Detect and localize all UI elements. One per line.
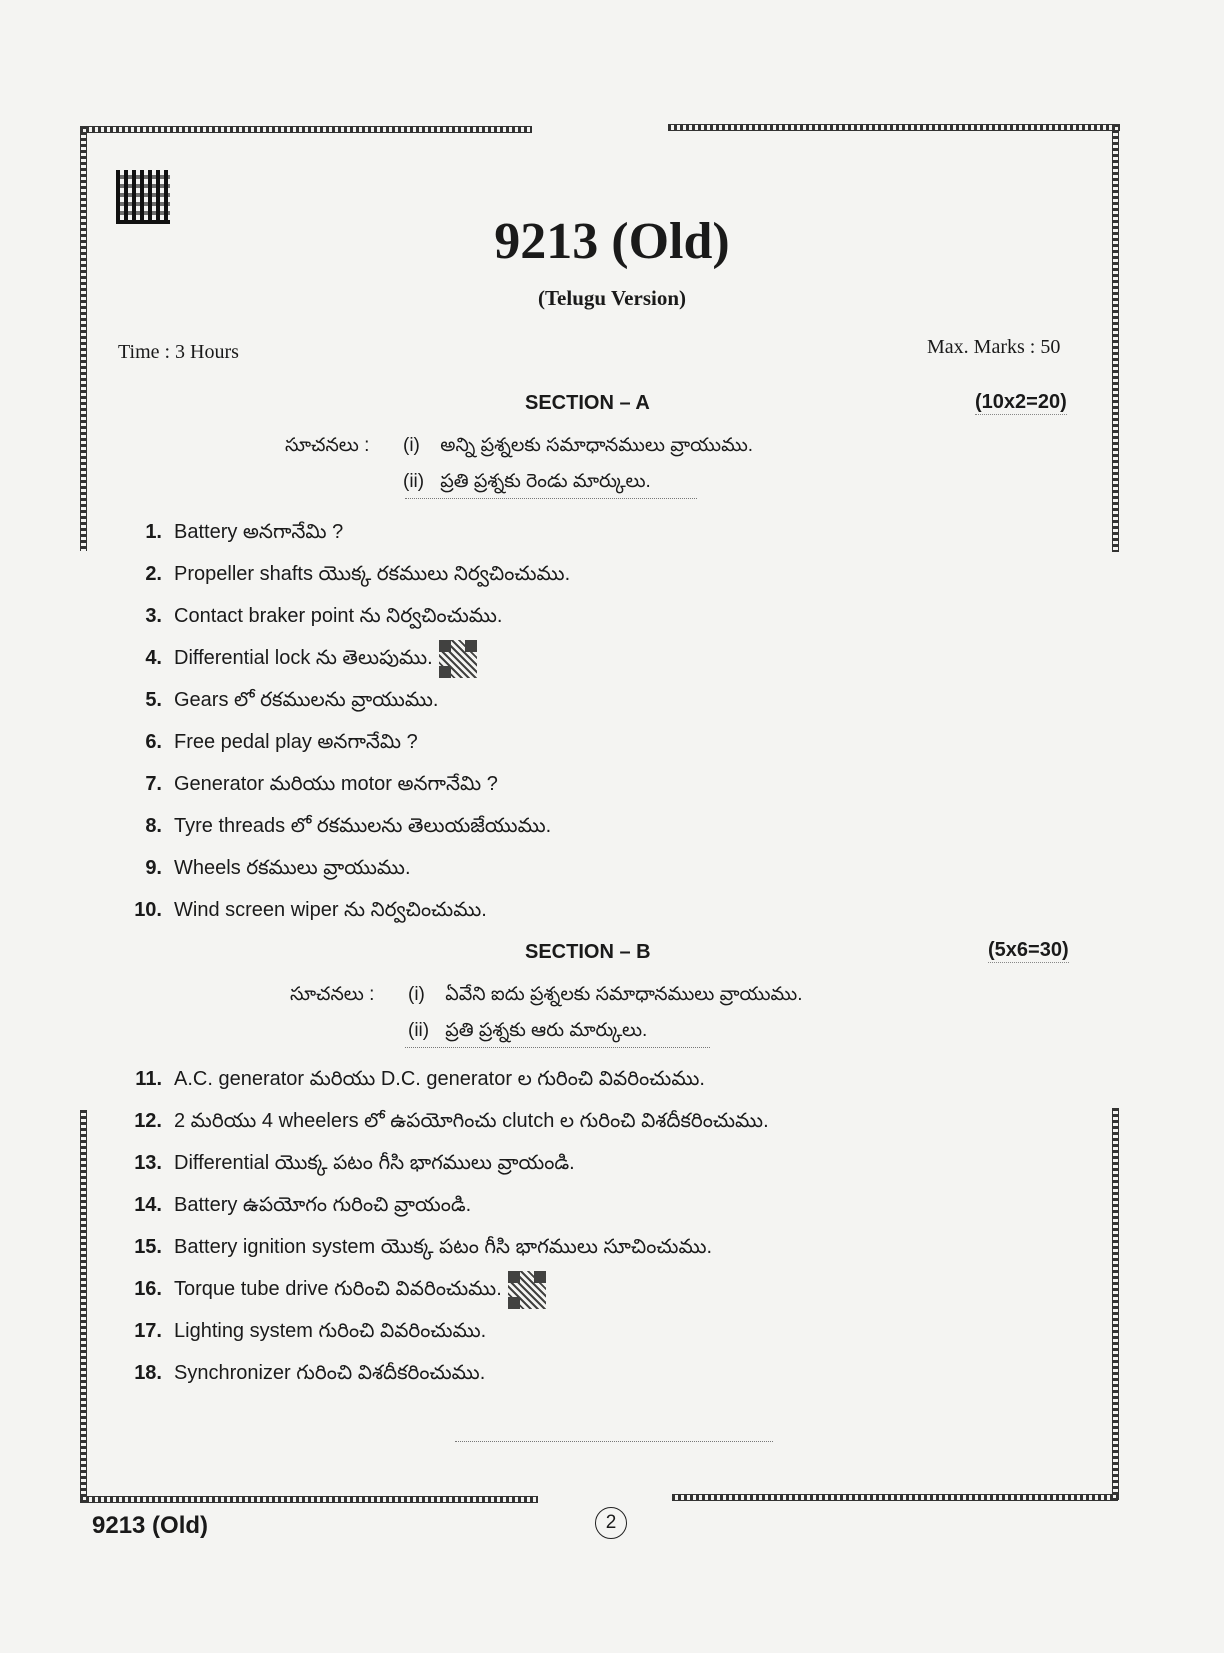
question-text: Free pedal play అనగానేమి ? [174,731,418,753]
section-a-marks: (10x2=20) [975,391,1067,413]
question-text: Battery అనగానేమి ? [174,521,344,543]
question-number: 15. [134,1236,162,1258]
max-marks: Max. Marks : 50 [927,336,1061,358]
question-item [118,889,570,931]
question-text: Torque tube drive గురించి వివరించుము. [174,1278,502,1300]
instruction-row [290,1013,803,1049]
question-text: Battery ఉపయోగం గురించి వ్రాయండి. [174,1194,472,1216]
question-item [118,511,570,553]
instructions-label: సూచనలు : [290,984,375,1005]
instructions-label: సూచనలు : [285,435,370,456]
top-border-right [668,124,1120,131]
question-item [118,553,570,595]
question-text: Lighting system గురించి వివరించుము. [174,1320,487,1342]
bottom-border-right [672,1494,1118,1501]
section-b-divider [405,1047,710,1048]
question-number: 1. [145,521,162,543]
instruction-text: ప్రతి ప్రశ్నకు రెండు మార్కులు. [440,471,651,492]
question-number: 11. [135,1068,162,1090]
question-item [118,1142,769,1184]
left-border-top [80,126,87,551]
question-number: 5. [145,689,162,711]
question-item [118,1226,769,1268]
question-number: 7. [145,773,162,795]
section-a-instructions [285,428,753,500]
question-text: 2 మరియు 4 wheelers లో ఉపయోగించు clutch ల గురించి విశదీకరించుము. [174,1110,769,1132]
question-number: 8. [145,815,162,837]
instruction-row [285,428,753,464]
qr-code-icon [439,640,477,678]
question-text: A.C. generator మరియు D.C. generator ల గురించి వివరించుము. [174,1068,705,1090]
section-b-instructions [290,977,803,1049]
left-border-bottom [80,1110,87,1502]
question-number: 18. [134,1362,162,1384]
question-number: 2. [145,563,162,585]
section-a-heading: SECTION – A [525,392,650,414]
question-number: 13. [134,1152,162,1174]
question-item [118,847,570,889]
question-item [118,595,570,637]
instruction-text: ఏవేని ఐదు ప్రశ్నలకు సమాధానములు వ్రాయుము. [445,984,803,1005]
instruction-text: అన్ని ప్రశ్నలకు సమాధానములు వ్రాయుము. [440,435,754,456]
question-number: 3. [145,605,162,627]
instruction-text: ప్రతి ప్రశ్నకు ఆరు మార్కులు. [445,1020,648,1041]
end-divider [455,1441,773,1442]
question-number: 6. [145,731,162,753]
question-text: Synchronizer గురించి విశదీకరించుము. [174,1362,486,1384]
question-item [118,763,570,805]
question-text: Propeller shafts యొక్క రకములు నిర్వచించుము. [174,563,571,585]
instruction-num: (ii) [403,471,425,492]
section-b-heading: SECTION – B [525,941,651,963]
qr-code-icon [508,1271,546,1309]
instruction-num: (ii) [408,1020,430,1041]
question-item [118,1310,769,1352]
question-text: Differential lock ను తెలుపుము. [174,647,433,669]
question-number: 10. [134,899,162,921]
question-text: Differential యొక్క పటం గీసి భాగములు వ్రాయండి. [174,1152,575,1174]
bottom-border-left [80,1496,538,1503]
question-number: 12. [134,1110,162,1132]
question-text: Contact braker point ను నిర్వచించుము. [174,605,503,627]
question-number: 17. [134,1320,162,1342]
question-text: Gears లో రకములను వ్రాయుము. [174,689,439,711]
page-number: 2 [595,1507,627,1539]
question-item [118,1184,769,1226]
question-item [118,1100,769,1142]
question-item [118,805,570,847]
question-item [118,679,570,721]
footer-code: 9213 (Old) [92,1512,209,1539]
right-border-bottom [1112,1108,1119,1500]
section-a-divider [405,498,697,499]
instruction-row [290,977,803,1013]
question-text: Tyre threads లో రకములను తెలుయజేయుము. [174,815,552,837]
question-number: 14. [134,1194,162,1216]
question-number: 4. [145,647,162,669]
question-text: Generator మరియు motor అనగానేమి ? [174,773,498,795]
question-item [118,1058,769,1100]
page-title: 9213 (Old) [494,213,730,270]
question-item [118,1268,769,1310]
instruction-num: (i) [408,984,425,1005]
question-text: Wheels రకములు వ్రాయుము. [174,857,411,879]
top-border-left [80,126,532,133]
section-b-marks: (5x6=30) [988,939,1069,961]
instruction-num: (i) [403,435,420,456]
right-border-top [1112,124,1119,552]
exam-time: Time : 3 Hours [118,341,239,363]
page-subtitle: (Telugu Version) [537,286,686,310]
question-number: 9. [145,857,162,879]
question-item [118,1352,769,1394]
question-number: 16. [134,1278,162,1300]
question-text: Battery ignition system యొక్క పటం గీసి భాగములు సూచించుము. [174,1236,713,1258]
instruction-row [285,464,753,500]
section-b-questions [118,1058,769,1394]
question-item [118,637,570,679]
question-text: Wind screen wiper ను నిర్వచించుము. [174,899,487,921]
section-a-questions [118,511,570,931]
question-item [118,721,570,763]
